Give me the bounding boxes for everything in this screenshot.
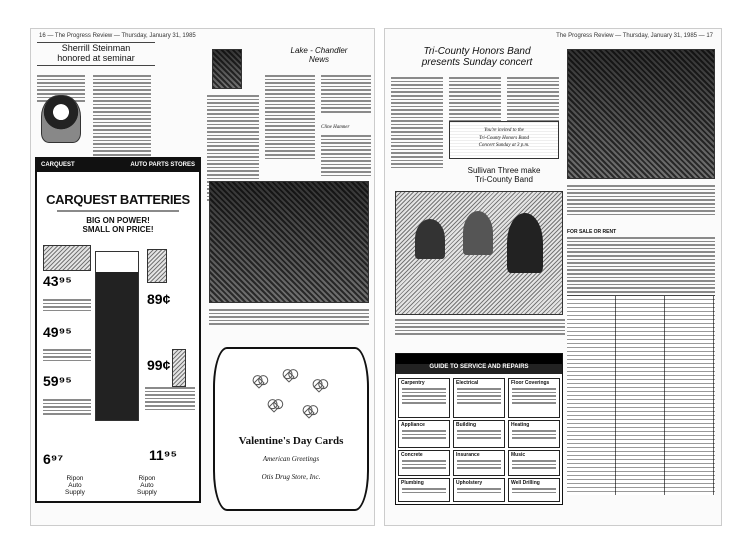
store-line: Auto (140, 482, 154, 490)
feature-photo (209, 181, 369, 303)
bottle-image (172, 349, 186, 387)
section-text (454, 487, 504, 494)
classifieds-header: FOR SALE OR RENT (567, 229, 617, 235)
invite-line: Concert Sunday at 3 p.m. (478, 143, 530, 148)
heart-icon (268, 401, 279, 412)
section-heading: Upholstery (456, 480, 483, 486)
headline-line: Sullivan Three make (467, 166, 541, 175)
headline-line: Sherrill Steinman (61, 43, 131, 53)
valentine-cards-ad (213, 347, 369, 511)
article-text (449, 77, 501, 125)
store-address-2 (137, 475, 157, 496)
article-text (265, 75, 315, 159)
price-tag: 6⁹⁷ (43, 451, 64, 467)
store-line: Supply (65, 489, 85, 497)
price-tag: 89¢ (147, 291, 171, 307)
section-heading: Electrical (456, 380, 479, 386)
page-folio: 16 — The Progress Review — Thursday, January 31, 1985 (39, 33, 196, 39)
banner-text: AUTO PARTS STORES (130, 162, 195, 168)
section-text (399, 487, 449, 494)
article-text (93, 75, 151, 163)
portrait-photo (41, 95, 81, 143)
directory-section (398, 478, 450, 502)
ad-fineprint (57, 210, 179, 212)
headline-line: News (308, 54, 329, 64)
ad-text (43, 349, 91, 361)
directory-section (508, 378, 560, 418)
headline-line: presents Sunday concert (421, 57, 533, 68)
section-heading: Heating (511, 422, 530, 428)
section-heading: Concrete (401, 452, 423, 458)
store-line: Ripon (66, 475, 84, 482)
directory-section (508, 420, 560, 448)
heart-icon (313, 381, 324, 392)
tagline-line: BIG ON POWER! (86, 215, 150, 225)
photo-caption (395, 319, 565, 335)
tagline-line: SMALL ON PRICE! (82, 224, 154, 234)
invite-line: Tri-County Honors Band (478, 135, 529, 141)
headline-line: Lake - Chandler (290, 46, 348, 55)
directory-banner-text: GUIDE TO SERVICE AND REPAIRS (429, 364, 529, 370)
section-heading: Well Drilling (511, 480, 540, 486)
left-newspaper-page (30, 28, 375, 526)
store-name: Otis Drug Store, Inc. (261, 473, 321, 481)
section-text (399, 387, 449, 405)
battery-image (43, 245, 91, 271)
price-tag: 11⁹⁵ (149, 447, 178, 463)
directory-banner (396, 354, 562, 374)
headline-line: Tri-County Band (475, 174, 533, 184)
directory-section (398, 378, 450, 418)
ad-title: Valentine's Day Cards (238, 435, 344, 447)
byline: Cline Hamner (321, 125, 350, 130)
section-heading: Building (456, 422, 476, 428)
article-text (507, 77, 559, 125)
ad-text (145, 387, 195, 410)
article-text (321, 75, 371, 113)
heart-icon (253, 377, 264, 388)
columnist-photo (212, 49, 242, 89)
brand-script: American Greetings (262, 455, 320, 463)
article-text (321, 135, 371, 176)
concert-invite-box (449, 121, 559, 159)
section-heading: Insurance (456, 452, 480, 458)
page-folio: The Progress Review — Thursday, January 31, 1985 — 17 (556, 33, 713, 39)
photo-caption (209, 309, 369, 325)
section-heading: Appliance (401, 422, 425, 428)
product-can-image (147, 249, 167, 283)
price-tag: 59⁹⁵ (43, 373, 72, 389)
directory-section (398, 420, 450, 448)
heart-icon (303, 407, 314, 418)
honors-band-headline (391, 46, 563, 68)
section-text (399, 429, 449, 440)
section-heading: Plumbing (401, 480, 424, 486)
directory-section (453, 378, 505, 418)
carquest-battery-ad (35, 157, 201, 503)
headline-line: honored at seminar (57, 52, 135, 63)
person-figure (507, 213, 543, 273)
heart-icon (283, 371, 294, 382)
directory-section (398, 450, 450, 476)
section-text (454, 429, 504, 440)
classified-grid (567, 295, 715, 495)
ad-title: CARQUEST BATTERIES (46, 192, 190, 207)
steinman-headline (37, 42, 155, 66)
section-heading: Floor Coverings (511, 380, 550, 386)
section-heading: Carpentry (401, 380, 425, 386)
price-tag: 99¢ (147, 357, 171, 373)
classified-text (567, 237, 715, 303)
racer-photo (95, 251, 139, 421)
ad-text (43, 299, 91, 311)
directory-section (508, 478, 560, 502)
store-address-1 (65, 475, 85, 496)
section-text (509, 387, 559, 405)
section-text (454, 387, 504, 405)
ad-tagline (37, 216, 199, 234)
sullivan-headline (449, 167, 559, 185)
ad-text (43, 399, 91, 415)
store-line: Auto (68, 482, 82, 490)
section-heading: Music (511, 452, 526, 458)
store-line: Supply (137, 489, 157, 497)
band-performance-photo (567, 49, 715, 179)
store-tag: CARQUEST (41, 162, 75, 168)
section-text (509, 487, 559, 494)
section-text (399, 459, 449, 470)
price-tag: 49⁹⁵ (43, 324, 72, 340)
person-figure (463, 211, 493, 255)
photo-caption (567, 185, 715, 215)
invite-line: You're invited to the (484, 128, 524, 133)
section-text (509, 459, 559, 470)
directory-section (508, 450, 560, 476)
article-text (391, 77, 443, 168)
headline-line: Tri-County Honors Band (423, 46, 531, 57)
section-text (454, 459, 504, 470)
store-line: Ripon (138, 475, 156, 482)
directory-section (453, 478, 505, 502)
ad-banner (37, 159, 199, 172)
section-text (509, 429, 559, 440)
right-newspaper-page (384, 28, 722, 526)
directory-section (453, 450, 505, 476)
person-figure (415, 219, 445, 259)
directory-section (453, 420, 505, 448)
lake-chandler-headline (269, 47, 369, 65)
price-tag: 43⁹⁵ (43, 273, 72, 289)
service-directory (395, 353, 563, 505)
